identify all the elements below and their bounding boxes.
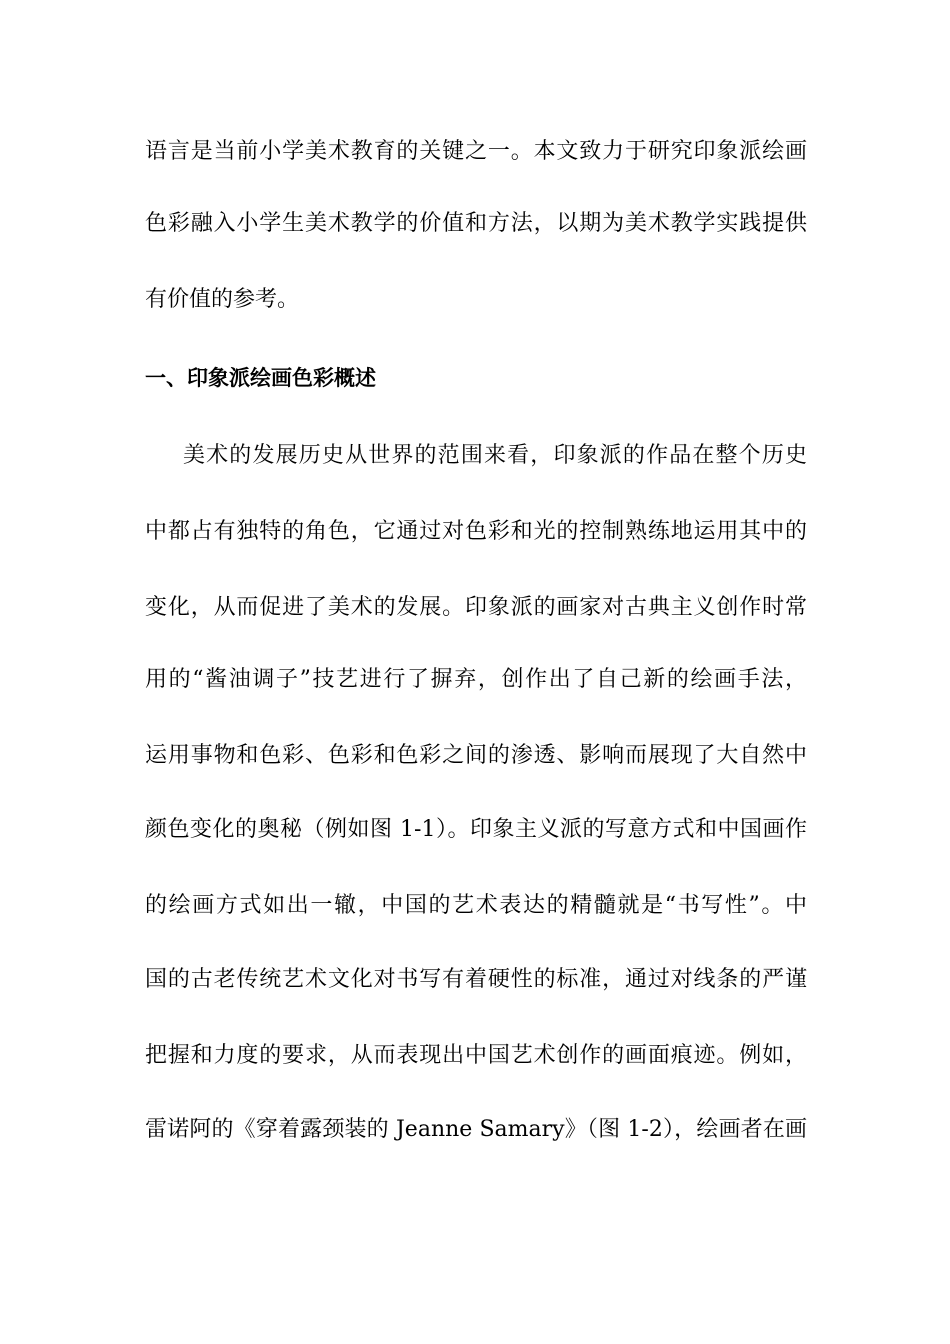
paragraph-line-9: 把握和力度的要求，从而表现出中国艺术创作的画面痕迹。例如， (145, 1043, 807, 1068)
paragraph-line-7: 的绘画方式如出一辙，中国的艺术表达的精髓就是“书写性”。中 (145, 893, 807, 918)
paragraph-line-8: 国的古老传统艺术文化对书写有着硬性的标准，通过对线条的严谨 (145, 967, 807, 992)
paragraph-line-10: 雷诺阿的《穿着露颈装的 Jeanne Samary》（图 1-2），绘画者在画 (145, 1117, 807, 1142)
intro-line-2: 色彩融入小学生美术教学的价值和方法，以期为美术教学实践提供 (145, 211, 807, 236)
section-heading: 一、印象派绘画色彩概述 (145, 366, 376, 390)
paragraph-line-4: 用的“酱油调子”技艺进行了摒弃，创作出了自己新的绘画手法， (145, 667, 807, 692)
paragraph-line-6: 颜色变化的奥秘（例如图 1-1）。印象主义派的写意方式和中国画作 (145, 817, 807, 842)
intro-line-1: 语言是当前小学美术教育的关键之一。本文致力于研究印象派绘画 (145, 139, 807, 164)
paragraph-line-1: 美术的发展历史从世界的范围来看，印象派的作品在整个历史 (183, 443, 807, 468)
paragraph-line-3: 变化，从而促进了美术的发展。印象派的画家对古典主义创作时常 (145, 595, 807, 620)
intro-line-3: 有价值的参考。 (145, 287, 300, 312)
paragraph-line-5: 运用事物和色彩、色彩和色彩之间的渗透、影响而展现了大自然中 (145, 743, 807, 768)
paragraph-line-2: 中都占有独特的角色，它通过对色彩和光的控制熟练地运用其中的 (145, 519, 807, 544)
